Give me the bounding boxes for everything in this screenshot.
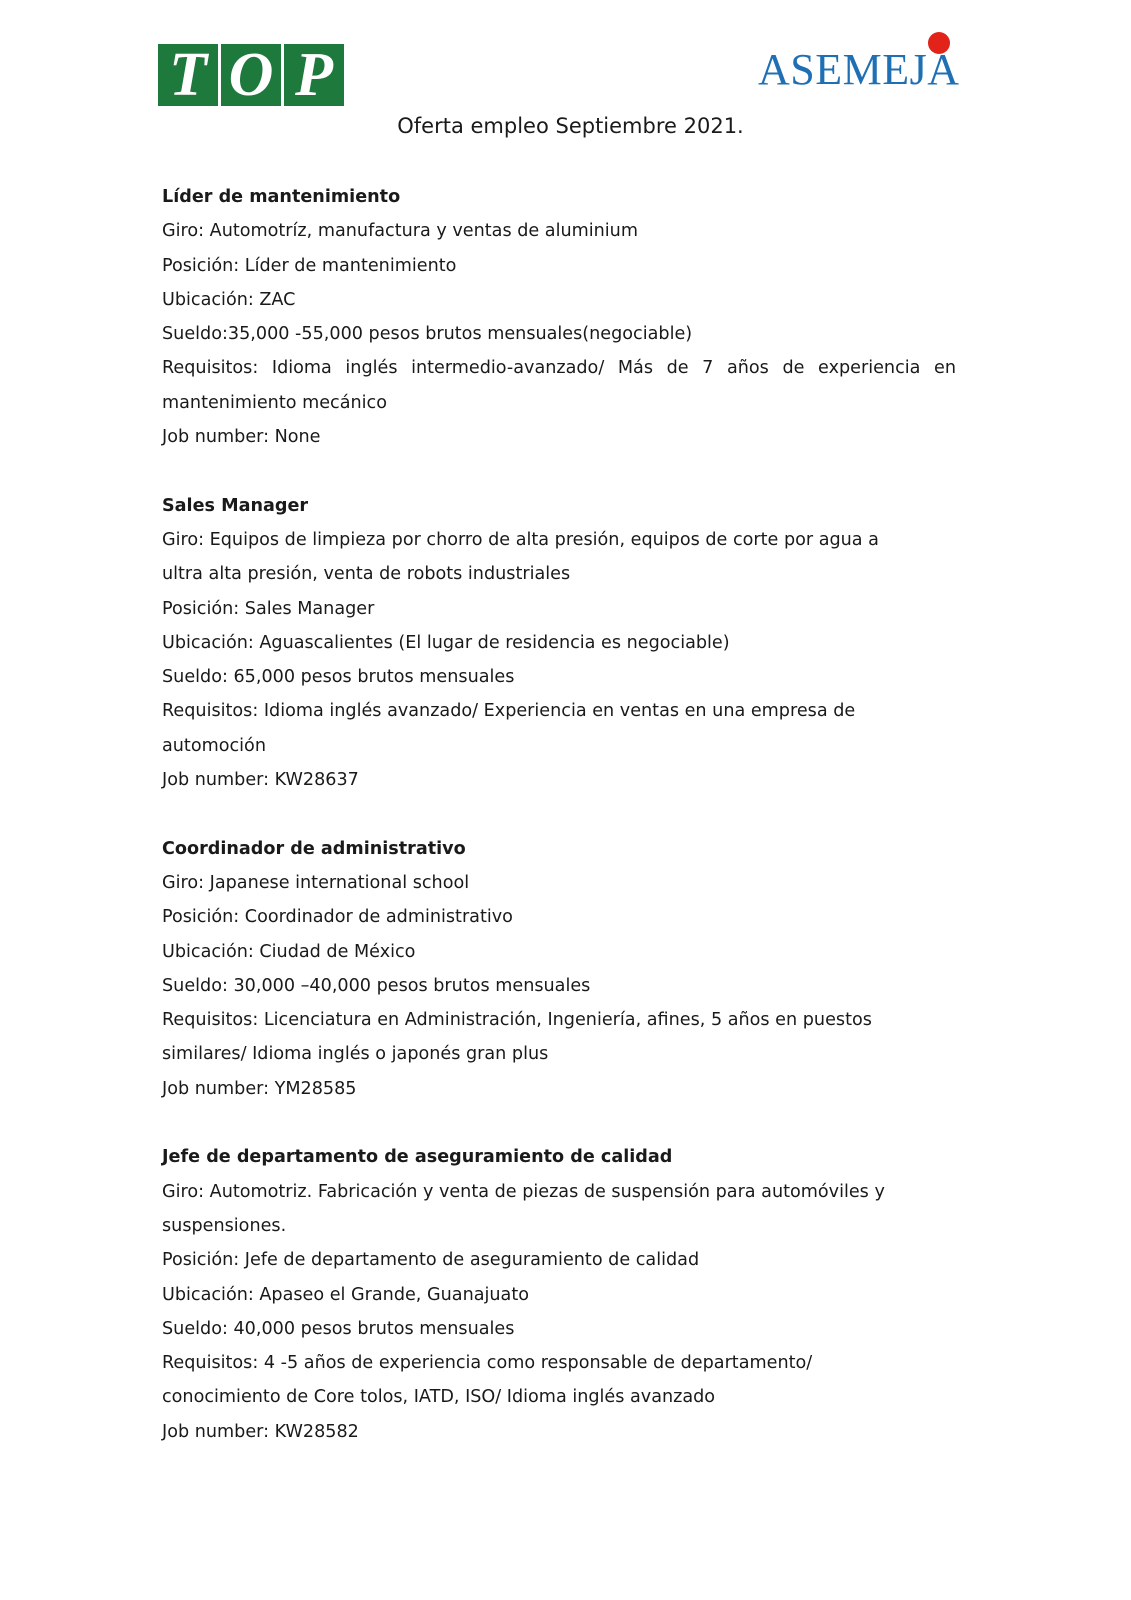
job-number: Job number: None	[162, 427, 321, 448]
top-logo-letter: O	[221, 44, 281, 106]
job-requirements: Requisitos: Licenciatura en Administración, Ingeniería, afines, 5 años en puestos similares/ Idioma inglés o japonés gran plus	[162, 1010, 872, 1065]
asemeja-logo	[758, 28, 978, 108]
job-title: Líder de mantenimiento	[162, 187, 401, 207]
job-location: Ubicación: Apaseo el Grande, Guanajuato	[162, 1284, 529, 1305]
document-title: Oferta empleo Septiembre 2021.	[397, 114, 744, 138]
job-number: Job number: YM28585	[162, 1078, 357, 1099]
job-requirements: Requisitos: Idioma inglés intermedio-avanzado/ Más de 7 años de experiencia en mantenimiento mecánico	[162, 358, 956, 413]
job-location: Ubicación: Aguascalientes (El lugar de residencia es negociable)	[162, 632, 730, 653]
job-position: Posición: Jefe de departamento de aseguramiento de calidad	[162, 1250, 700, 1271]
job-salary: Sueldo: 30,000 –40,000 pesos brutos mensuales	[162, 975, 591, 996]
job-giro: Giro: Automotriz. Fabricación y venta de piezas de suspensión para automóviles y suspensiones.	[162, 1181, 885, 1236]
job-giro: Giro: Japanese international school	[162, 872, 470, 893]
job-giro: Giro: Equipos de limpieza por chorro de alta presión, equipos de corte por agua a ultra alta presión, venta de robots industriales	[162, 529, 879, 585]
top-logo-letter: T	[158, 44, 218, 106]
job-requirements: Requisitos: 4 -5 años de experiencia como responsable de departamento/ conocimiento de Core tolos, IATD, ISO/ Idioma inglés avanzado	[162, 1353, 813, 1408]
job-title: Coordinador de administrativo	[162, 838, 466, 859]
asemeja-logo-text: ASEMEJA	[758, 45, 960, 94]
job-location: Ubicación: Ciudad de México	[162, 941, 416, 962]
job-salary: Sueldo: 65,000 pesos brutos mensuales	[162, 667, 515, 688]
job-title: Sales Manager	[162, 495, 309, 516]
job-number: Job number: KW28637	[162, 770, 359, 791]
top-logo	[158, 41, 344, 109]
job-requirements: Requisitos: Idioma inglés avanzado/ Experiencia en ventas en una empresa de automoción	[162, 701, 856, 756]
job-title: Jefe de departamento de aseguramiento de calidad	[162, 1147, 673, 1168]
job-position: Posición: Coordinador de administrativo	[162, 907, 513, 928]
job-listing	[162, 489, 956, 798]
job-salary: Sueldo: 40,000 pesos brutos mensuales	[162, 1318, 515, 1339]
job-number: Job number: KW28582	[162, 1421, 359, 1442]
job-listing	[162, 1140, 956, 1449]
job-listings	[162, 180, 956, 1483]
job-position: Posición: Líder de mantenimiento	[162, 255, 457, 276]
job-location: Ubicación: ZAC	[162, 289, 296, 310]
job-position: Posición: Sales Manager	[162, 598, 375, 619]
job-listing	[162, 180, 956, 454]
top-logo-letter: P	[284, 44, 344, 106]
job-giro: Giro: Automotríz, manufactura y ventas de aluminium	[162, 221, 638, 242]
job-salary: Sueldo:35,000 -55,000 pesos brutos mensuales(negociable)	[162, 324, 693, 345]
job-listing	[162, 832, 956, 1106]
